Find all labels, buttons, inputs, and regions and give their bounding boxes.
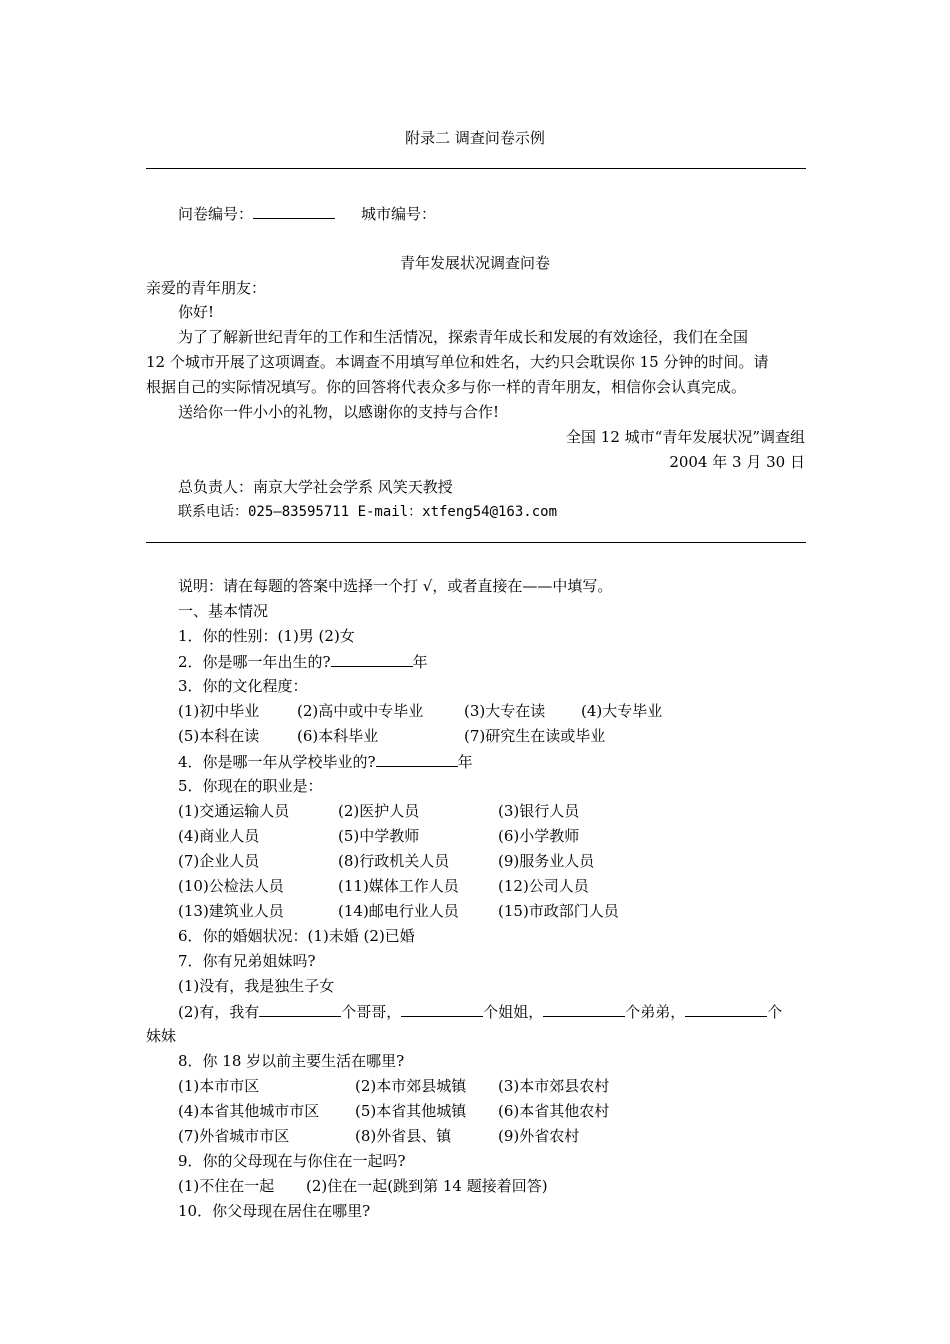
option[interactable]: (6)小学教师 bbox=[498, 827, 580, 845]
option-text: 个弟弟， bbox=[625, 1003, 686, 1021]
option[interactable]: (6)本科毕业 bbox=[297, 727, 379, 745]
option[interactable]: (3)大专在读 bbox=[464, 702, 546, 720]
intro-line-2: 12 个城市开展了这项调查。本调查不用填写单位和姓名，大约只会耽误你 15 分钟的时间。请 bbox=[146, 353, 769, 371]
meta-line bbox=[178, 203, 436, 224]
option[interactable]: (3)银行人员 bbox=[498, 802, 580, 820]
option[interactable]: (5)中学教师 bbox=[338, 827, 420, 845]
elder-brothers-blank[interactable] bbox=[259, 1001, 341, 1017]
question-4 bbox=[178, 751, 473, 772]
question-2-text: 2．你是哪一年出生的? bbox=[178, 653, 331, 671]
question-6: 6．你的婚姻状况：(1)未婚 (2)已婚 bbox=[178, 927, 415, 945]
questionnaire-no-label: 问卷编号： bbox=[178, 205, 254, 223]
intro-line-3: 根据自己的实际情况填写。你的回答将代表众多与你一样的青年朋友，相信你会认真完成。 bbox=[146, 378, 747, 396]
option-text: 个哥哥， bbox=[341, 1003, 402, 1021]
question-10: 10．你父母现在居住在哪里? bbox=[178, 1202, 371, 1220]
option[interactable]: (3)本市郊县农村 bbox=[498, 1077, 610, 1095]
option[interactable]: (9)服务业人员 bbox=[498, 852, 595, 870]
question-8: 8．你 18 岁以前主要生活在哪里? bbox=[178, 1052, 405, 1070]
question-5: 5．你现在的职业是： bbox=[178, 777, 323, 795]
option[interactable]: (1)初中毕业 bbox=[178, 702, 260, 720]
option[interactable]: (8)外省县、镇 bbox=[355, 1127, 452, 1145]
option[interactable]: (15)市政部门人员 bbox=[498, 902, 619, 920]
option[interactable]: (8)行政机关人员 bbox=[338, 852, 450, 870]
salutation: 亲爱的青年朋友： bbox=[146, 279, 267, 297]
option[interactable]: (2)本市郊县城镇 bbox=[355, 1077, 467, 1095]
question-9: 9．你的父母现在与你住在一起吗? bbox=[178, 1152, 406, 1170]
option[interactable]: (5)本省其他城镇 bbox=[355, 1102, 467, 1120]
question-7-option-2 bbox=[178, 1001, 782, 1022]
option[interactable]: (1)交通运输人员 bbox=[178, 802, 290, 820]
option[interactable]: (7)企业人员 bbox=[178, 852, 260, 870]
younger-brothers-blank[interactable] bbox=[543, 1001, 625, 1017]
question-2 bbox=[178, 651, 428, 672]
top-divider bbox=[146, 168, 806, 169]
survey-title: 青年发展状况调查问卷 bbox=[399, 254, 550, 272]
gift-line: 送给你一件小小的礼物，以感谢你的支持与合作! bbox=[178, 403, 500, 421]
birth-year-blank[interactable] bbox=[331, 651, 413, 667]
question-4-suffix: 年 bbox=[457, 753, 473, 771]
option[interactable]: (1)不住在一起 bbox=[178, 1177, 275, 1195]
option-text: 个姐姐， bbox=[483, 1003, 544, 1021]
date: 2004 年 3 月 30 日 bbox=[669, 453, 805, 471]
option[interactable]: (4)大专毕业 bbox=[581, 702, 663, 720]
contact-line: 联系电话：025—83595711 E-mail：xtfeng54@163.com bbox=[178, 504, 558, 520]
principal-investigator: 总负责人：南京大学社会学系 风笑天教授 bbox=[178, 478, 453, 496]
question-7-wrap: 妹妹 bbox=[146, 1027, 177, 1045]
option[interactable]: (2)住在一起(跳到第 14 题接着回答) bbox=[306, 1177, 548, 1195]
appendix-title: 附录二 调查问卷示例 bbox=[405, 129, 545, 147]
option[interactable]: (4)商业人员 bbox=[178, 827, 260, 845]
option-text: 个 bbox=[767, 1003, 783, 1021]
middle-divider bbox=[146, 542, 806, 543]
questionnaire-no-blank bbox=[253, 203, 335, 219]
question-1: 1．你的性别：(1)男 (2)女 bbox=[178, 627, 355, 645]
hello: 你好! bbox=[178, 303, 215, 321]
elder-sisters-blank[interactable] bbox=[401, 1001, 483, 1017]
option[interactable]: (7)研究生在读或毕业 bbox=[464, 727, 606, 745]
intro-line-1: 为了了解新世纪青年的工作和生活情况，探索青年成长和发展的有效途径，我们在全国 bbox=[178, 328, 749, 346]
option[interactable]: (12)公司人员 bbox=[498, 877, 589, 895]
option-text: (2)有，我有 bbox=[178, 1003, 260, 1021]
instructions: 说明：请在每题的答案中选择一个打 √，或者直接在——中填写。 bbox=[178, 577, 613, 595]
option[interactable]: (7)外省城市市区 bbox=[178, 1127, 290, 1145]
question-4-text: 4．你是哪一年从学校毕业的? bbox=[178, 753, 376, 771]
option[interactable]: (11)媒体工作人员 bbox=[338, 877, 459, 895]
section-heading: 一、基本情况 bbox=[178, 602, 269, 620]
question-7-option-1[interactable]: (1)没有，我是独生子女 bbox=[178, 977, 335, 995]
option[interactable]: (2)医护人员 bbox=[338, 802, 420, 820]
option[interactable]: (4)本省其他城市市区 bbox=[178, 1102, 320, 1120]
graduation-year-blank[interactable] bbox=[376, 751, 458, 767]
option[interactable]: (2)高中或中专毕业 bbox=[297, 702, 424, 720]
option[interactable]: (1)本市市区 bbox=[178, 1077, 260, 1095]
option[interactable]: (5)本科在读 bbox=[178, 727, 260, 745]
option[interactable]: (14)邮电行业人员 bbox=[338, 902, 459, 920]
city-no-label: 城市编号： bbox=[361, 205, 437, 223]
signature: 全国 12 城市“青年发展状况”调查组 bbox=[566, 428, 805, 446]
question-7: 7．你有兄弟姐妹吗? bbox=[178, 952, 316, 970]
option[interactable]: (6)本省其他农村 bbox=[498, 1102, 610, 1120]
option[interactable]: (9)外省农村 bbox=[498, 1127, 580, 1145]
younger-sisters-blank[interactable] bbox=[685, 1001, 767, 1017]
option[interactable]: (10)公检法人员 bbox=[178, 877, 284, 895]
question-3: 3．你的文化程度： bbox=[178, 677, 308, 695]
option[interactable]: (13)建筑业人员 bbox=[178, 902, 284, 920]
question-2-suffix: 年 bbox=[412, 653, 428, 671]
